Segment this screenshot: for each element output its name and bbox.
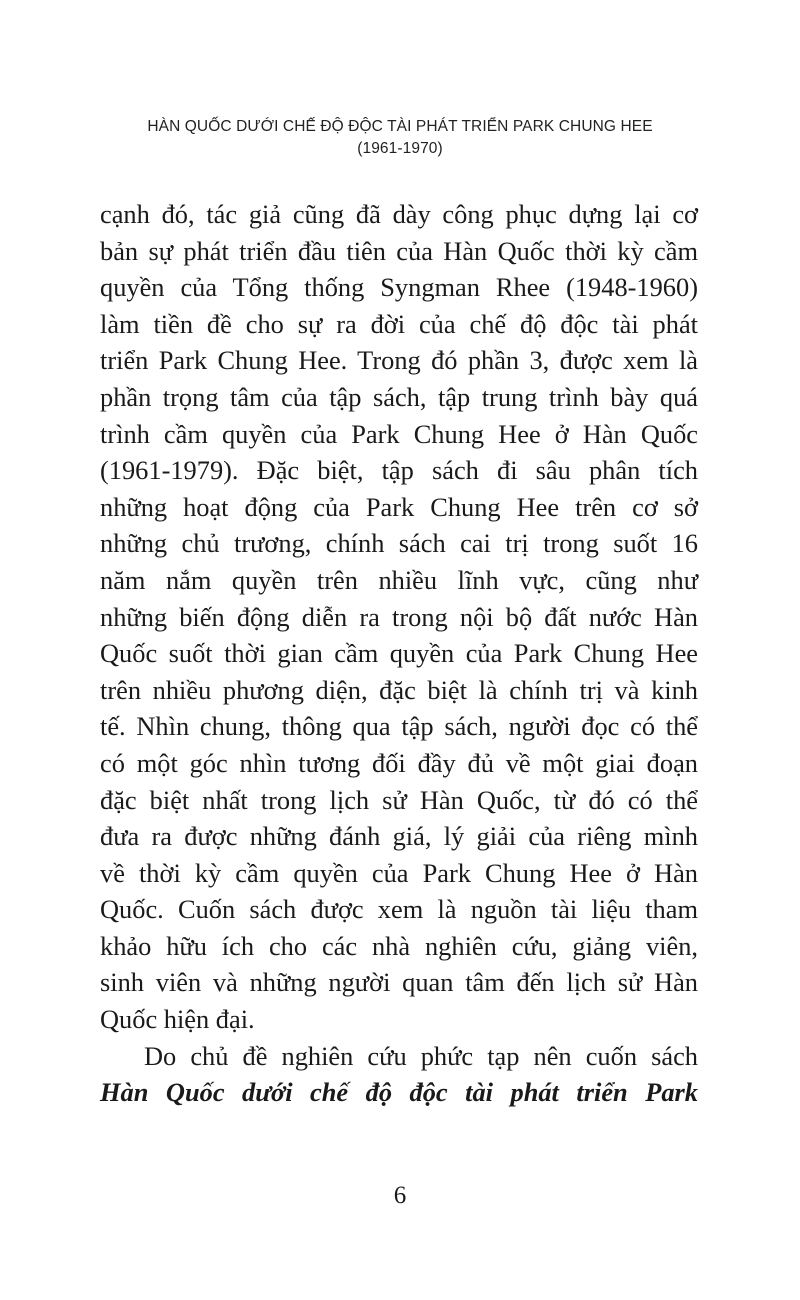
text-line: cạnh đó, tác giả cũng đã dày công phục dựng lại cơ — [100, 199, 698, 229]
text-line: những biến động diễn ra trong nội bộ đất nước Hàn — [100, 601, 698, 632]
text-line: tế. Nhìn chung, thông qua tập sách, người đọc có thể — [100, 711, 698, 742]
text-line: năm nắm quyền trên nhiều lĩnh vực, cũng như — [100, 564, 698, 595]
text-line: sinh viên và những người quan tâm đến lịch sử Hàn — [100, 967, 698, 998]
text-line: đưa ra được những đánh giá, lý giải của riêng mình — [100, 821, 698, 852]
text-line: triển Park Chung Hee. Trong đó phần 3, được xem là — [100, 345, 698, 376]
text-line: làm tiền đề cho sự ra đời của chế độ độc tài phát — [100, 308, 698, 339]
text-line: có một góc nhìn tương đối đầy đủ về một giai đoạn — [100, 747, 698, 778]
text-line: phần trọng tâm của tập sách, tập trung trình bày quá — [100, 381, 698, 412]
text-line: những chủ trương, chính sách cai trị trong suốt 16 — [100, 528, 698, 559]
text-line: trình cầm quyền của Park Chung Hee ở Hàn Quốc — [100, 418, 698, 449]
text-line: Quốc suốt thời gian cầm quyền của Park Chung Hee — [100, 638, 698, 669]
running-header — [0, 116, 800, 160]
text-line: về thời kỳ cầm quyền của Park Chung Hee ở Hàn — [100, 857, 698, 888]
paragraph-start-line: Do chủ đề nghiên cứu phức tạp nên cuốn sách — [144, 1040, 698, 1071]
paragraph-end-line: Quốc hiện đại. — [100, 1004, 255, 1035]
text-line: đặc biệt nhất trong lịch sử Hàn Quốc, từ đó có thể — [100, 784, 698, 815]
text-line: Quốc. Cuốn sách được xem là nguồn tài liệu tham — [100, 894, 698, 925]
text-line: (1961-1979). Đặc biệt, tập sách đi sâu phân tích — [100, 455, 698, 486]
running-header-years: (1961-1970) — [357, 140, 443, 157]
text-line: quyền của Tổng thống Syngman Rhee (1948-1960) — [100, 272, 698, 303]
text-line: khảo hữu ích cho các nhà nghiên cứu, giảng viên, — [100, 930, 698, 961]
running-header-title: HÀN QUỐC DƯỚI CHẾ ĐỘ ĐỘC TÀI PHÁT TRIỂN PARK CHUNG HEE — [147, 118, 653, 135]
text-line: trên nhiều phương diện, đặc biệt là chính trị và kinh — [100, 674, 698, 705]
text-line: bản sự phát triển đầu tiên của Hàn Quốc thời kỳ cầm — [100, 235, 698, 266]
body-text — [100, 196, 698, 1111]
book-title-line: Hàn Quốc dưới chế độ độc tài phát triển Park — [100, 1077, 698, 1108]
text-line: những hoạt động của Park Chung Hee trên cơ sở — [100, 491, 698, 522]
page-number: 6 — [393, 1182, 407, 1209]
